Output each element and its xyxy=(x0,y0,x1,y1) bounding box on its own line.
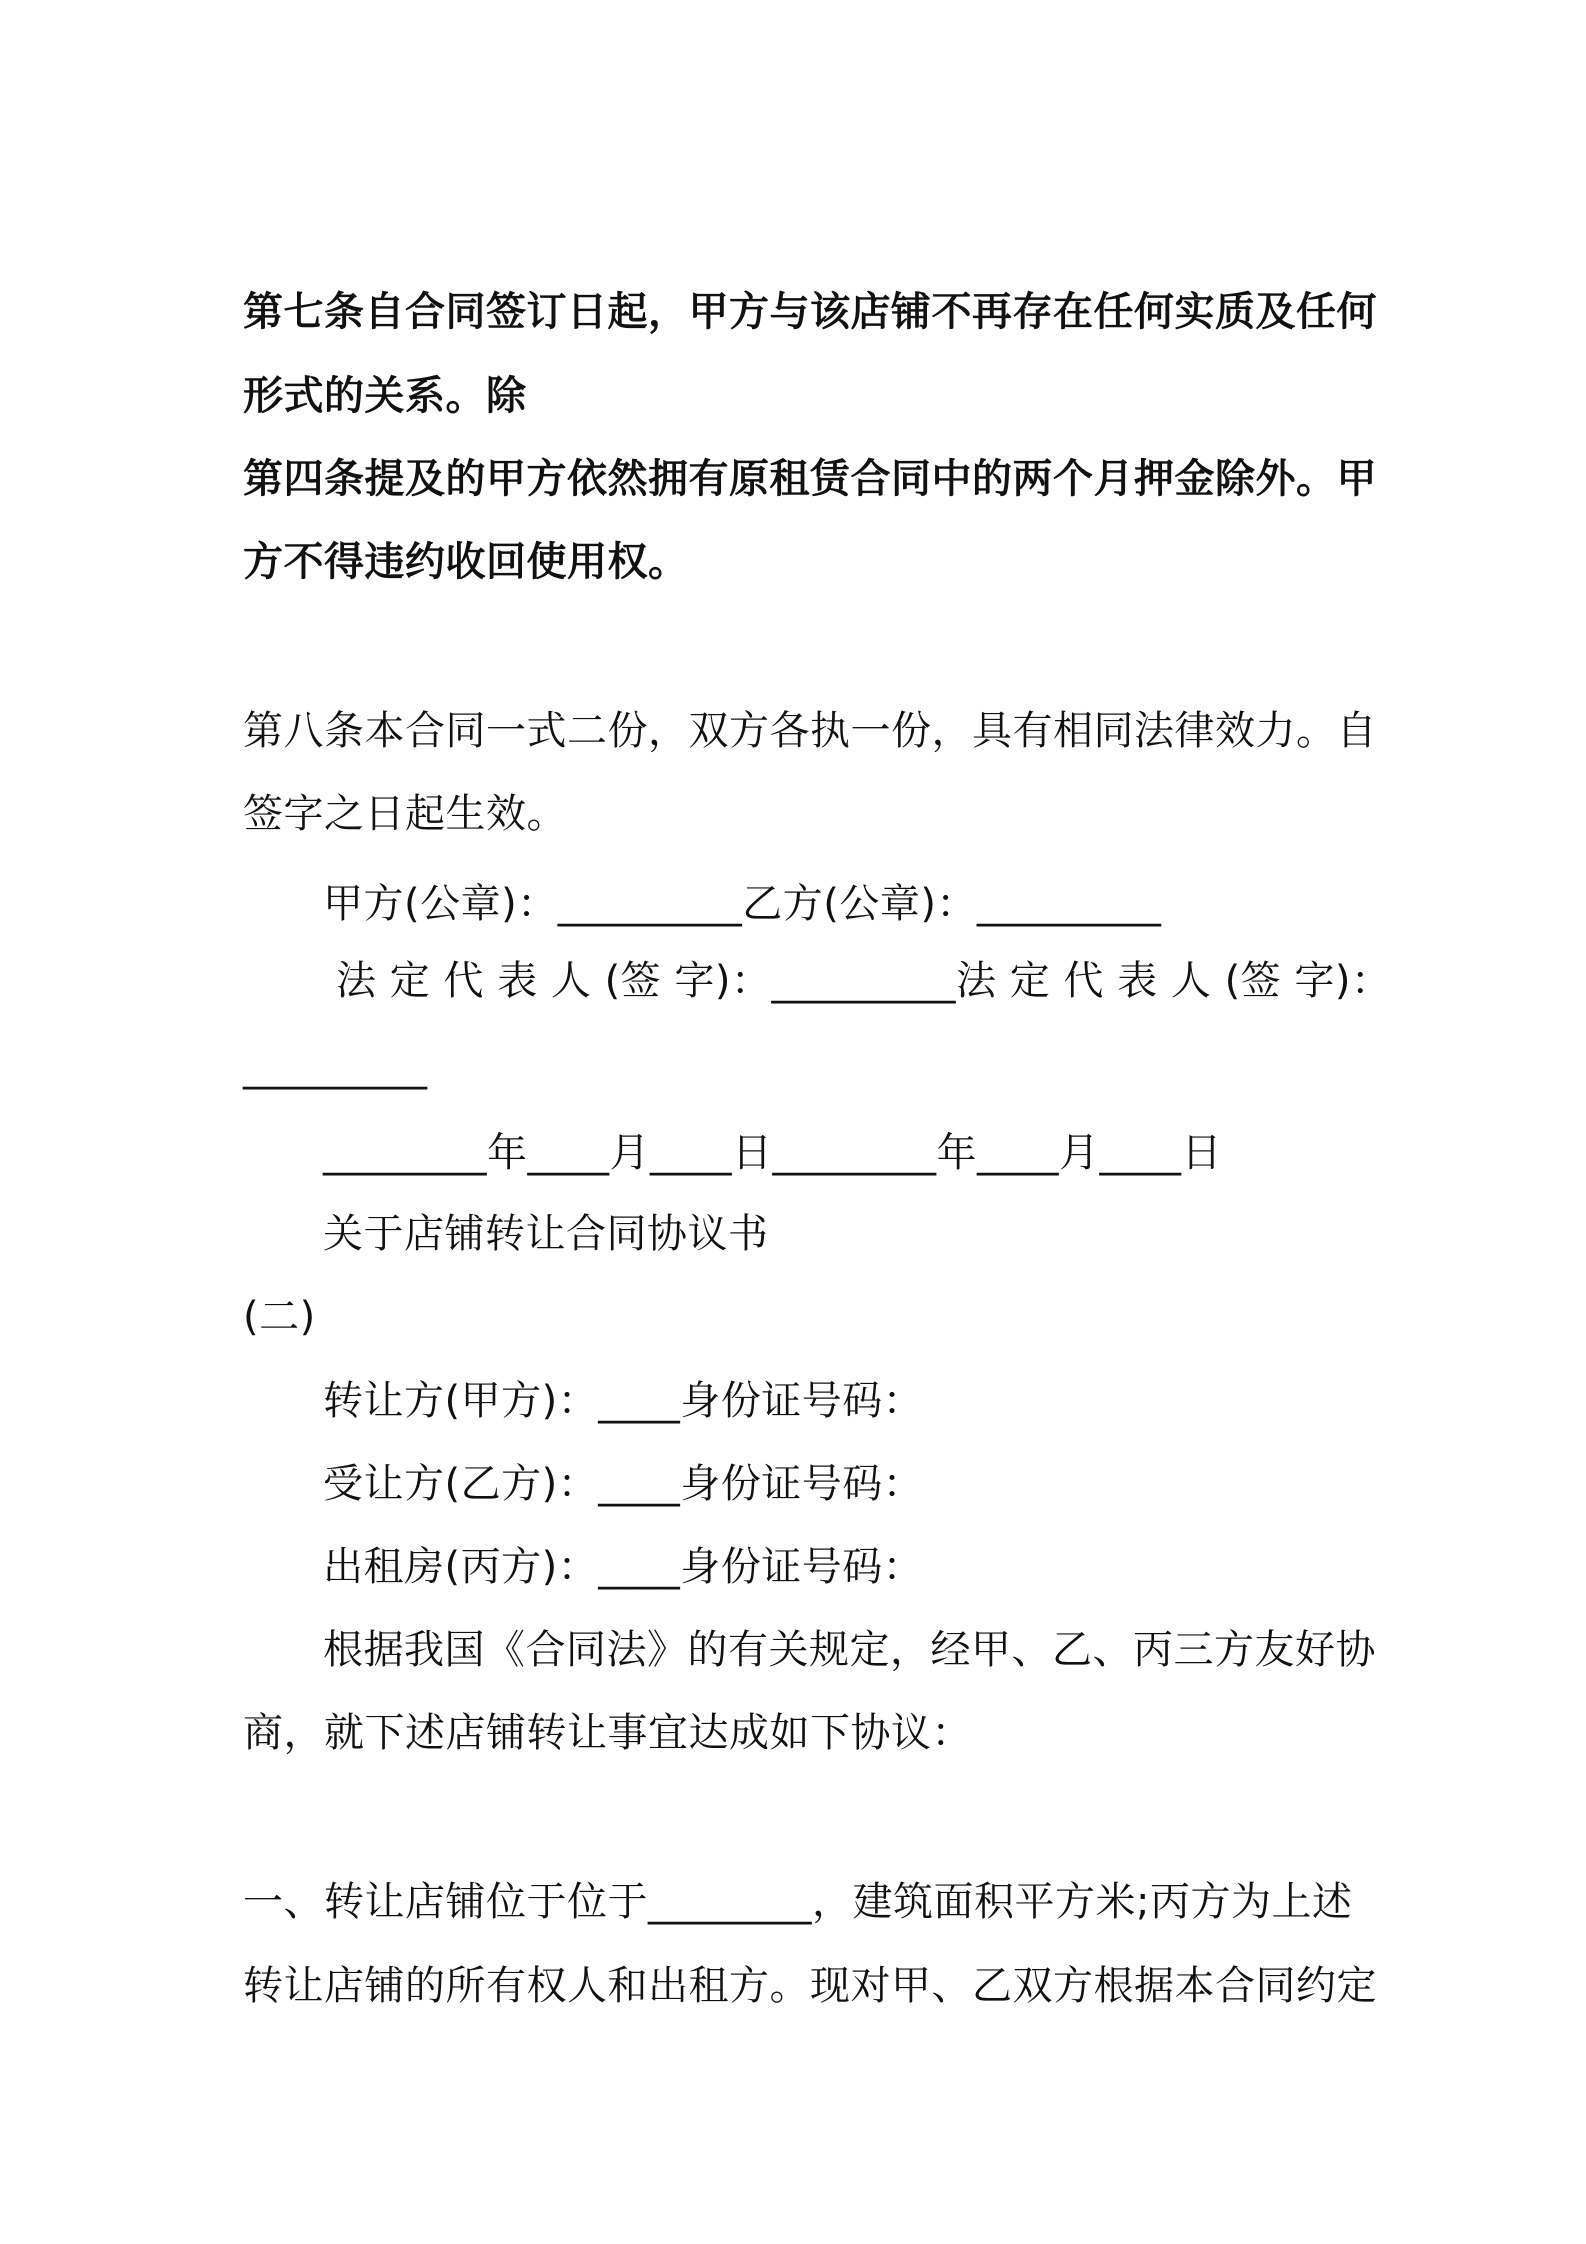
article7-line1: 第七条自合同签订日起，甲方与该店铺不再存在任何实质及任何 xyxy=(243,289,1377,335)
intro-line1: 根据我国《合同法》的有关规定，经甲、乙、丙三方友好协 xyxy=(323,1627,1376,1673)
agreement2-title: 关于店铺转让合同协议书 xyxy=(323,1211,769,1257)
representative-signature-blank: _________ xyxy=(243,1044,428,1090)
clause1-line1: 一、转让店铺位于位于________，建筑面积平方米;丙方为上述 xyxy=(243,1879,1353,1925)
party-c-line: 出租房(丙方)：____身份证号码： xyxy=(323,1544,924,1590)
article8-line1: 第八条本合同一式二份，双方各执一份，具有相同法律效力。自 xyxy=(243,708,1377,754)
article7-line3: 第四条提及的甲方依然拥有原租赁合同中的两个月押金除外。甲 xyxy=(243,456,1377,502)
intro-line2: 商，就下述店铺转让事宜达成如下协议： xyxy=(243,1710,972,1756)
article7-line2: 形式的关系。除 xyxy=(243,373,527,419)
seal-signature-line: 甲方(公章)：_________乙方(公章)：_________ xyxy=(323,881,1162,927)
article7-line4: 方不得违约收回使用权。 xyxy=(243,539,689,585)
party-a-line: 转让方(甲方)：____身份证号码： xyxy=(323,1378,924,1424)
clause1-line2: 转让店铺的所有权人和出租方。现对甲、乙双方根据本合同约定 xyxy=(243,1963,1377,2009)
agreement2-number: (二) xyxy=(243,1294,316,1340)
signature-date-line: ________年____月____日________年____月____日 xyxy=(323,1130,1222,1176)
representative-signature-line: 法 定 代 表 人 (签 字)：_________法 定 代 表 人 (签 字)： xyxy=(336,958,1392,1004)
party-b-line: 受让方(乙方)：____身份证号码： xyxy=(323,1461,924,1507)
article8-line2: 签字之日起生效。 xyxy=(243,791,567,837)
